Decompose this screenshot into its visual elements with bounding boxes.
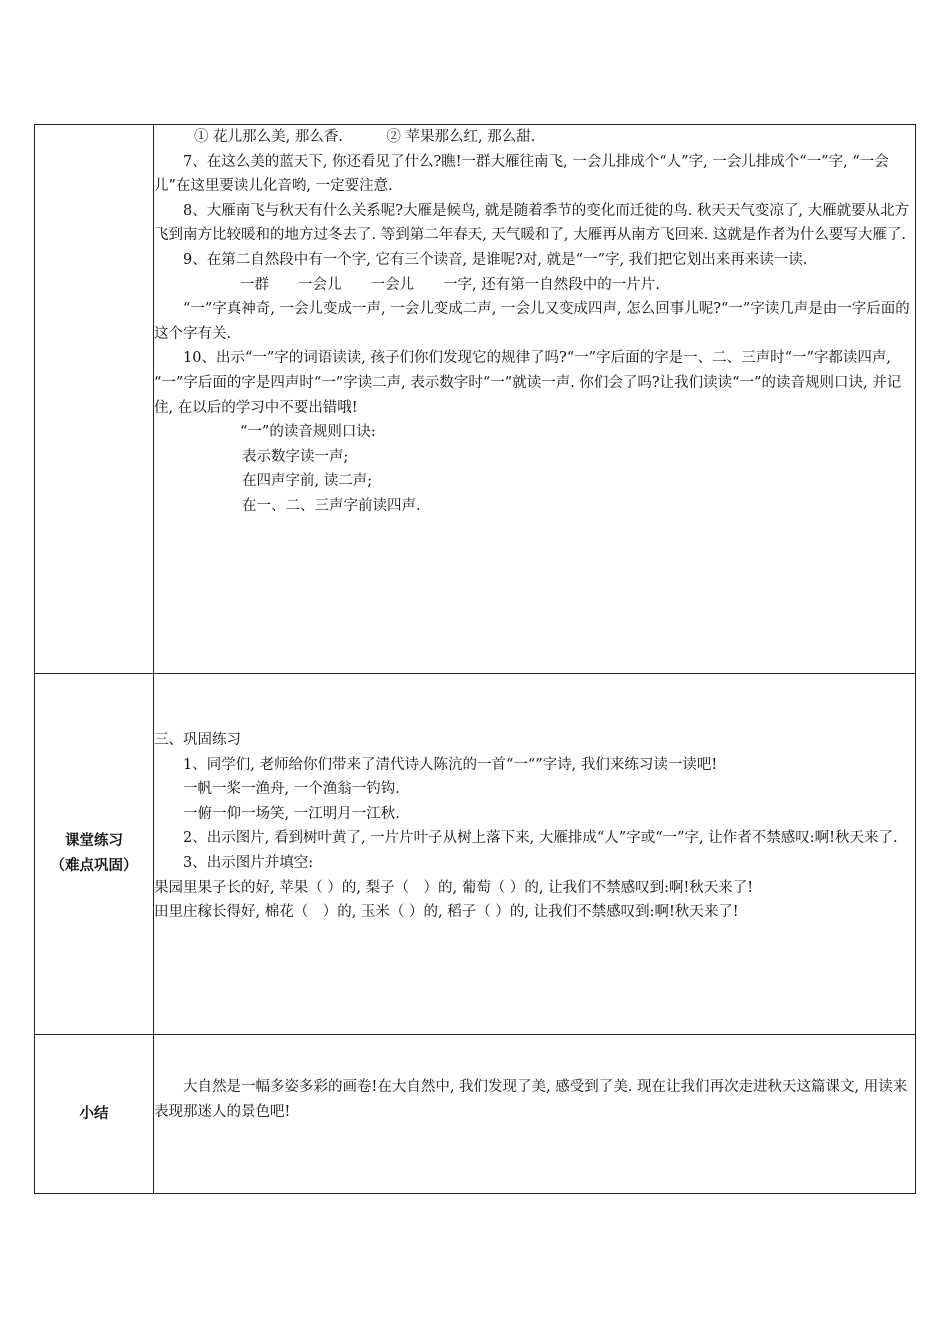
table-row-teaching: [35, 125, 916, 674]
row-label-empty: [35, 125, 154, 674]
fill-blank-field: 田里庄稼长得好, 棉花（ ）的, 玉米（ ）的, 稻子（ ）的, 让我们不禁感叹到:啊!秋天来了!: [154, 904, 739, 921]
table-row-summary: [35, 1035, 916, 1194]
summary-content-cell: [154, 1035, 916, 1194]
section-heading: 三、巩固练习: [154, 732, 241, 748]
teaching-content-cell: [154, 125, 916, 674]
rule-line-3: 在一、二、三声字前读四声.: [242, 497, 421, 514]
practice-label: 课堂练习: [65, 833, 123, 849]
practice-item-2: 2、出示图片, 看到树叶黄了, 一片片叶子从树上落下来, 大雁排成“人”字或“一”字, 让作者不禁感叹:啊!秋天来了.: [183, 830, 898, 847]
paragraph-8: 8、大雁南飞与秋天有什么关系呢?大雁是候鸟, 就是随着季节的变化而迁徙的鸟. 秋天天气变凉了, 大雁就要从北方飞到南方比较暖和的地方过冬去了. 等到第二年春天, 天气暖和了, 大雁再从南方飞回来. 这就是作者为什么要写大雁了.: [154, 202, 910, 244]
paragraph-7: 7、在这么美的蓝天下, 你还看见了什么?瞧!一群大雁往南飞, 一会儿排成个“人”字, 一会儿排成个“一”字, “一会儿”在这里要读儿化音哟, 一定要注意.: [154, 153, 889, 195]
yi-tone-explanation: “一”字真神奇, 一会儿变成一声, 一会儿变成二声, 一会儿又变成四声, 怎么回事儿呢?“一”字读几声是由一字后面的这个字有关.: [154, 301, 910, 342]
table-row-practice: [35, 674, 916, 1035]
example-sentences: ① 花儿那么美, 那么香. ② 苹果那么红, 那么甜.: [194, 129, 536, 145]
lesson-plan-table: [34, 124, 916, 1194]
poem-line-1: 一帆一桨一渔舟, 一个渔翁一钓钩.: [183, 781, 400, 798]
rule-line-2: 在四声字前, 读二声;: [242, 473, 373, 490]
row-label-practice: [35, 674, 154, 1035]
practice-item-3: 3、出示图片并填空:: [183, 854, 314, 871]
rule-title: “一”的读音规则口诀:: [240, 424, 376, 441]
rule-line-1: 表示数字读一声;: [242, 448, 349, 465]
word-examples: 一群 一会儿 一会儿 一字, 还有第一自然段中的一片片.: [240, 276, 660, 293]
poem-line-2: 一俯一仰一场笑, 一江明月一江秋.: [183, 805, 400, 822]
fill-blank-orchard: 果园里果子长的好, 苹果（ ）的, 梨子（ ）的, 葡萄（ ）的, 让我们不禁感叹到:啊!秋天来了!: [154, 879, 754, 896]
practice-sublabel: （难点巩固）: [50, 858, 138, 874]
practice-content-cell: [154, 674, 916, 1035]
paragraph-9: 9、在第二自然段中有一个字, 它有三个读音, 是谁呢?对, 就是“一”字, 我们把它划出来再来读一读.: [183, 251, 808, 268]
paragraph-10: 10、出示“一”字的词语读读, 孩子们你们发现它的规律了吗?“一”字后面的字是一、二、三声时“一”字都读四声, “一”字后面的字是四声时“一”字读二声, 表示数字时“一”就读一声. 你们会了吗?让我们读读“一”的读音规则口诀, 并记住, 在以后的学习中不要出错哦!: [154, 350, 902, 416]
summary-text: 大自然是一幅多姿多彩的画卷!在大自然中, 我们发现了美, 感受到了美. 现在让我们再次走进秋天这篇课文, 用读来表现那迷人的景色吧!: [154, 1079, 908, 1120]
row-label-summary: 小结: [35, 1035, 154, 1194]
practice-item-1: 1、同学们, 老师给你们带来了清代诗人陈沆的一首“一“”字诗, 我们来练习读一读吧!: [183, 756, 718, 773]
